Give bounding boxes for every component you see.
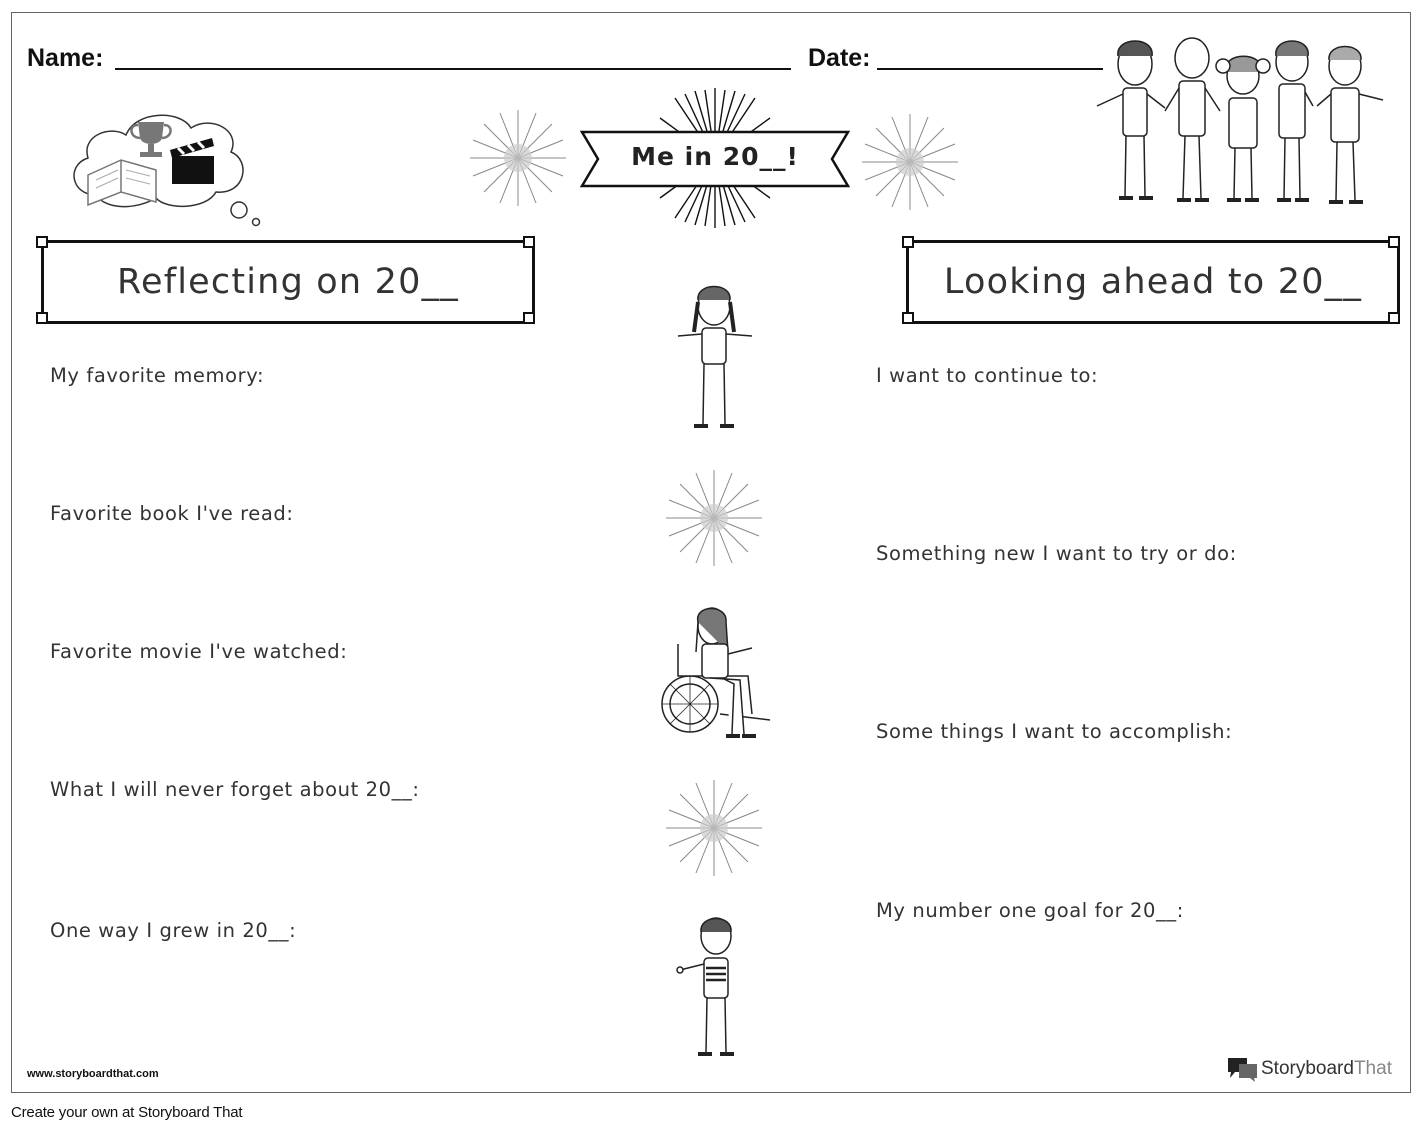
- frame-corner: [902, 236, 914, 248]
- prompt-never-forget: What I will never forget about 20__:: [50, 778, 420, 801]
- frame-corner: [902, 312, 914, 324]
- storyboardthat-logo[interactable]: [1227, 1056, 1392, 1082]
- wheelchair-kid-illustration: [660, 604, 780, 744]
- firework-icon: [664, 468, 764, 568]
- prompt-accomplish: Some things I want to accomplish:: [876, 720, 1233, 743]
- frame-corner: [1388, 236, 1400, 248]
- reflecting-heading-box: [41, 240, 535, 324]
- credit-link[interactable]: Create your own at Storyboard That: [11, 1104, 243, 1121]
- looking-ahead-heading-box: [906, 240, 1400, 324]
- boy-illustration: [674, 916, 754, 1061]
- looking-ahead-heading: Looking ahead to 20__: [943, 262, 1363, 302]
- prompt-favorite-memory: My favorite memory:: [50, 364, 265, 387]
- thought-cloud-icon: [66, 110, 266, 230]
- frame-corner: [36, 236, 48, 248]
- prompt-way-i-grew: One way I grew in 20__:: [50, 919, 297, 942]
- name-field-line[interactable]: [115, 68, 791, 70]
- date-label: Date:: [808, 44, 871, 72]
- reflecting-heading: Reflecting on 20__: [117, 262, 459, 302]
- frame-corner: [523, 312, 535, 324]
- date-field-line[interactable]: [877, 68, 1103, 70]
- prompt-number-one-goal: My number one goal for 20__:: [876, 899, 1184, 922]
- group-of-kids-illustration: [1095, 36, 1385, 211]
- firework-icon: [468, 108, 568, 208]
- banner-title: Me in 20__!: [631, 142, 799, 171]
- frame-corner: [1388, 312, 1400, 324]
- speech-bubbles-icon: [1227, 1056, 1259, 1082]
- prompt-continue-to: I want to continue to:: [876, 364, 1099, 387]
- name-label: Name:: [27, 44, 104, 72]
- prompt-favorite-movie: Favorite movie I've watched:: [50, 640, 348, 663]
- frame-corner: [36, 312, 48, 324]
- brand-storyboard: Storyboard: [1261, 1058, 1354, 1079]
- firework-icon: [664, 778, 764, 878]
- frame-corner: [523, 236, 535, 248]
- girl-illustration: [672, 284, 757, 434]
- prompt-favorite-book: Favorite book I've read:: [50, 502, 294, 525]
- firework-icon: [860, 112, 960, 212]
- brand-that: That: [1353, 1058, 1392, 1079]
- prompt-something-new: Something new I want to try or do:: [876, 542, 1237, 565]
- footer-url[interactable]: www.storyboardthat.com: [27, 1068, 159, 1080]
